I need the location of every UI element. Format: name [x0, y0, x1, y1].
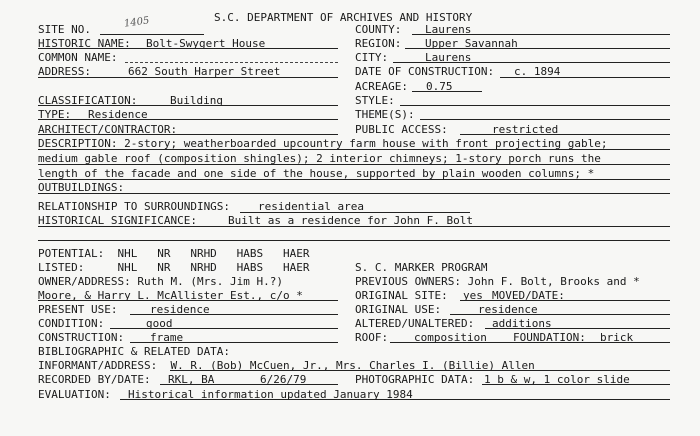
public-access-value: restricted: [492, 123, 559, 136]
altered-label: ALTERED/UNALTERED:: [355, 317, 475, 330]
original-site-value: yes: [463, 289, 483, 302]
significance-label: HISTORICAL SIGNIFICANCE:: [38, 214, 197, 227]
public-access-label: PUBLIC ACCESS:: [355, 123, 448, 136]
marker-program: S. C. MARKER PROGRAM: [355, 261, 488, 274]
photo-data-label: PHOTOGRAPHIC DATA:: [355, 373, 475, 386]
present-use-value: residence: [150, 303, 210, 316]
previous-owners-line-1: PREVIOUS OWNERS: John F. Bolt, Brooks and *: [355, 275, 640, 288]
condition-label: CONDITION:: [38, 317, 105, 330]
themes-label: THEME(S):: [355, 108, 415, 121]
original-use-label: ORIGINAL USE:: [355, 303, 442, 316]
potential-row: POTENTIAL: NHL NR NRHD HABS HAER: [38, 247, 310, 260]
construction-label: CONSTRUCTION:: [38, 331, 125, 344]
acreage-label: ACREAGE:: [355, 80, 408, 93]
roof-label: ROOF:: [355, 331, 389, 344]
recorded-by-label: RECORDED BY/DATE:: [38, 373, 151, 386]
evaluation-value: Historical information updated January 1984: [128, 388, 413, 401]
foundation-value: brick: [600, 331, 634, 344]
condition-value: good: [146, 317, 173, 330]
relationship-value: residential area: [258, 200, 364, 213]
relationship-label: RELATIONSHIP TO SURROUNDINGS:: [38, 200, 231, 213]
address-value: 662 South Harper Street: [128, 65, 281, 78]
city-label: CITY:: [355, 51, 389, 64]
recorded-by-value: RKL, BA: [168, 373, 215, 386]
bibliographic-label: BIBLIOGRAPHIC & RELATED DATA:: [38, 345, 231, 358]
architect-label: ARCHITECT/CONTRACTOR:: [38, 123, 178, 136]
type-value: Residence: [88, 108, 148, 121]
historic-name-value: Bolt-Swygert House: [146, 37, 266, 50]
owner-line-1: OWNER/ADDRESS: Ruth M. (Mrs. Jim H.?): [38, 275, 284, 288]
construction-date-label: DATE OF CONSTRUCTION:: [355, 65, 495, 78]
significance-value: Built as a residence for John F. Bolt: [228, 214, 474, 227]
site-no-label: SITE NO.: [38, 23, 91, 36]
county-value: Laurens: [425, 23, 472, 36]
present-use-label: PRESENT USE:: [38, 303, 118, 316]
original-use-value: residence: [478, 303, 538, 316]
region-value: Upper Savannah: [425, 37, 518, 50]
form-title: S.C. DEPARTMENT OF ARCHIVES AND HISTORY: [214, 11, 473, 24]
city-value: Laurens: [425, 51, 472, 64]
type-label: TYPE:: [38, 108, 72, 121]
acreage-value: 0.75: [426, 80, 453, 93]
common-name-label: COMMON NAME:: [38, 51, 118, 64]
photo-data-value: 1 b & w, 1 color slide: [484, 373, 630, 386]
historic-name-label: HISTORIC NAME:: [38, 37, 131, 50]
moved-date-label: MOVED/DATE:: [492, 289, 565, 302]
outbuildings-label: OUTBUILDINGS:: [38, 181, 125, 194]
site-no-handwritten: 1405: [123, 15, 151, 30]
altered-value: additions: [492, 317, 552, 330]
county-label: COUNTY:: [355, 23, 402, 36]
style-label: STYLE:: [355, 94, 395, 107]
evaluation-label: EVALUATION:: [38, 388, 111, 401]
description-line-1: DESCRIPTION: 2-story; weatherboarded upcountry farm house with front projecting gable;: [38, 137, 608, 150]
region-label: REGION:: [355, 37, 402, 50]
description-line-3: length of the facade and one side of the house, supported by plain wooden columns; *: [38, 167, 595, 180]
description-line-2: medium gable roof (composition shingles); 2 interior chimneys; 1-story porch runs the: [38, 152, 601, 165]
listed-row: LISTED: NHL NR NRHD HABS HAER: [38, 261, 310, 274]
construction-date-value: c. 1894: [514, 65, 561, 78]
construction-value: frame: [150, 331, 184, 344]
classification-value: Building: [170, 94, 223, 107]
informant-row: INFORMANT/ADDRESS: W. R. (Bob) McCuen, Jr., Mrs. Charles I. (Billie) Allen: [38, 359, 535, 372]
recorded-date-value: 6/26/79: [260, 373, 307, 386]
foundation-label: FOUNDATION:: [513, 331, 586, 344]
classification-label: CLASSIFICATION:: [38, 94, 138, 107]
roof-value: composition: [414, 331, 487, 344]
address-label: ADDRESS:: [38, 65, 91, 78]
owner-line-2: Moore, & Harry L. McAllister Est., c/o *: [38, 289, 303, 302]
original-site-label: ORIGINAL SITE:: [355, 289, 448, 302]
